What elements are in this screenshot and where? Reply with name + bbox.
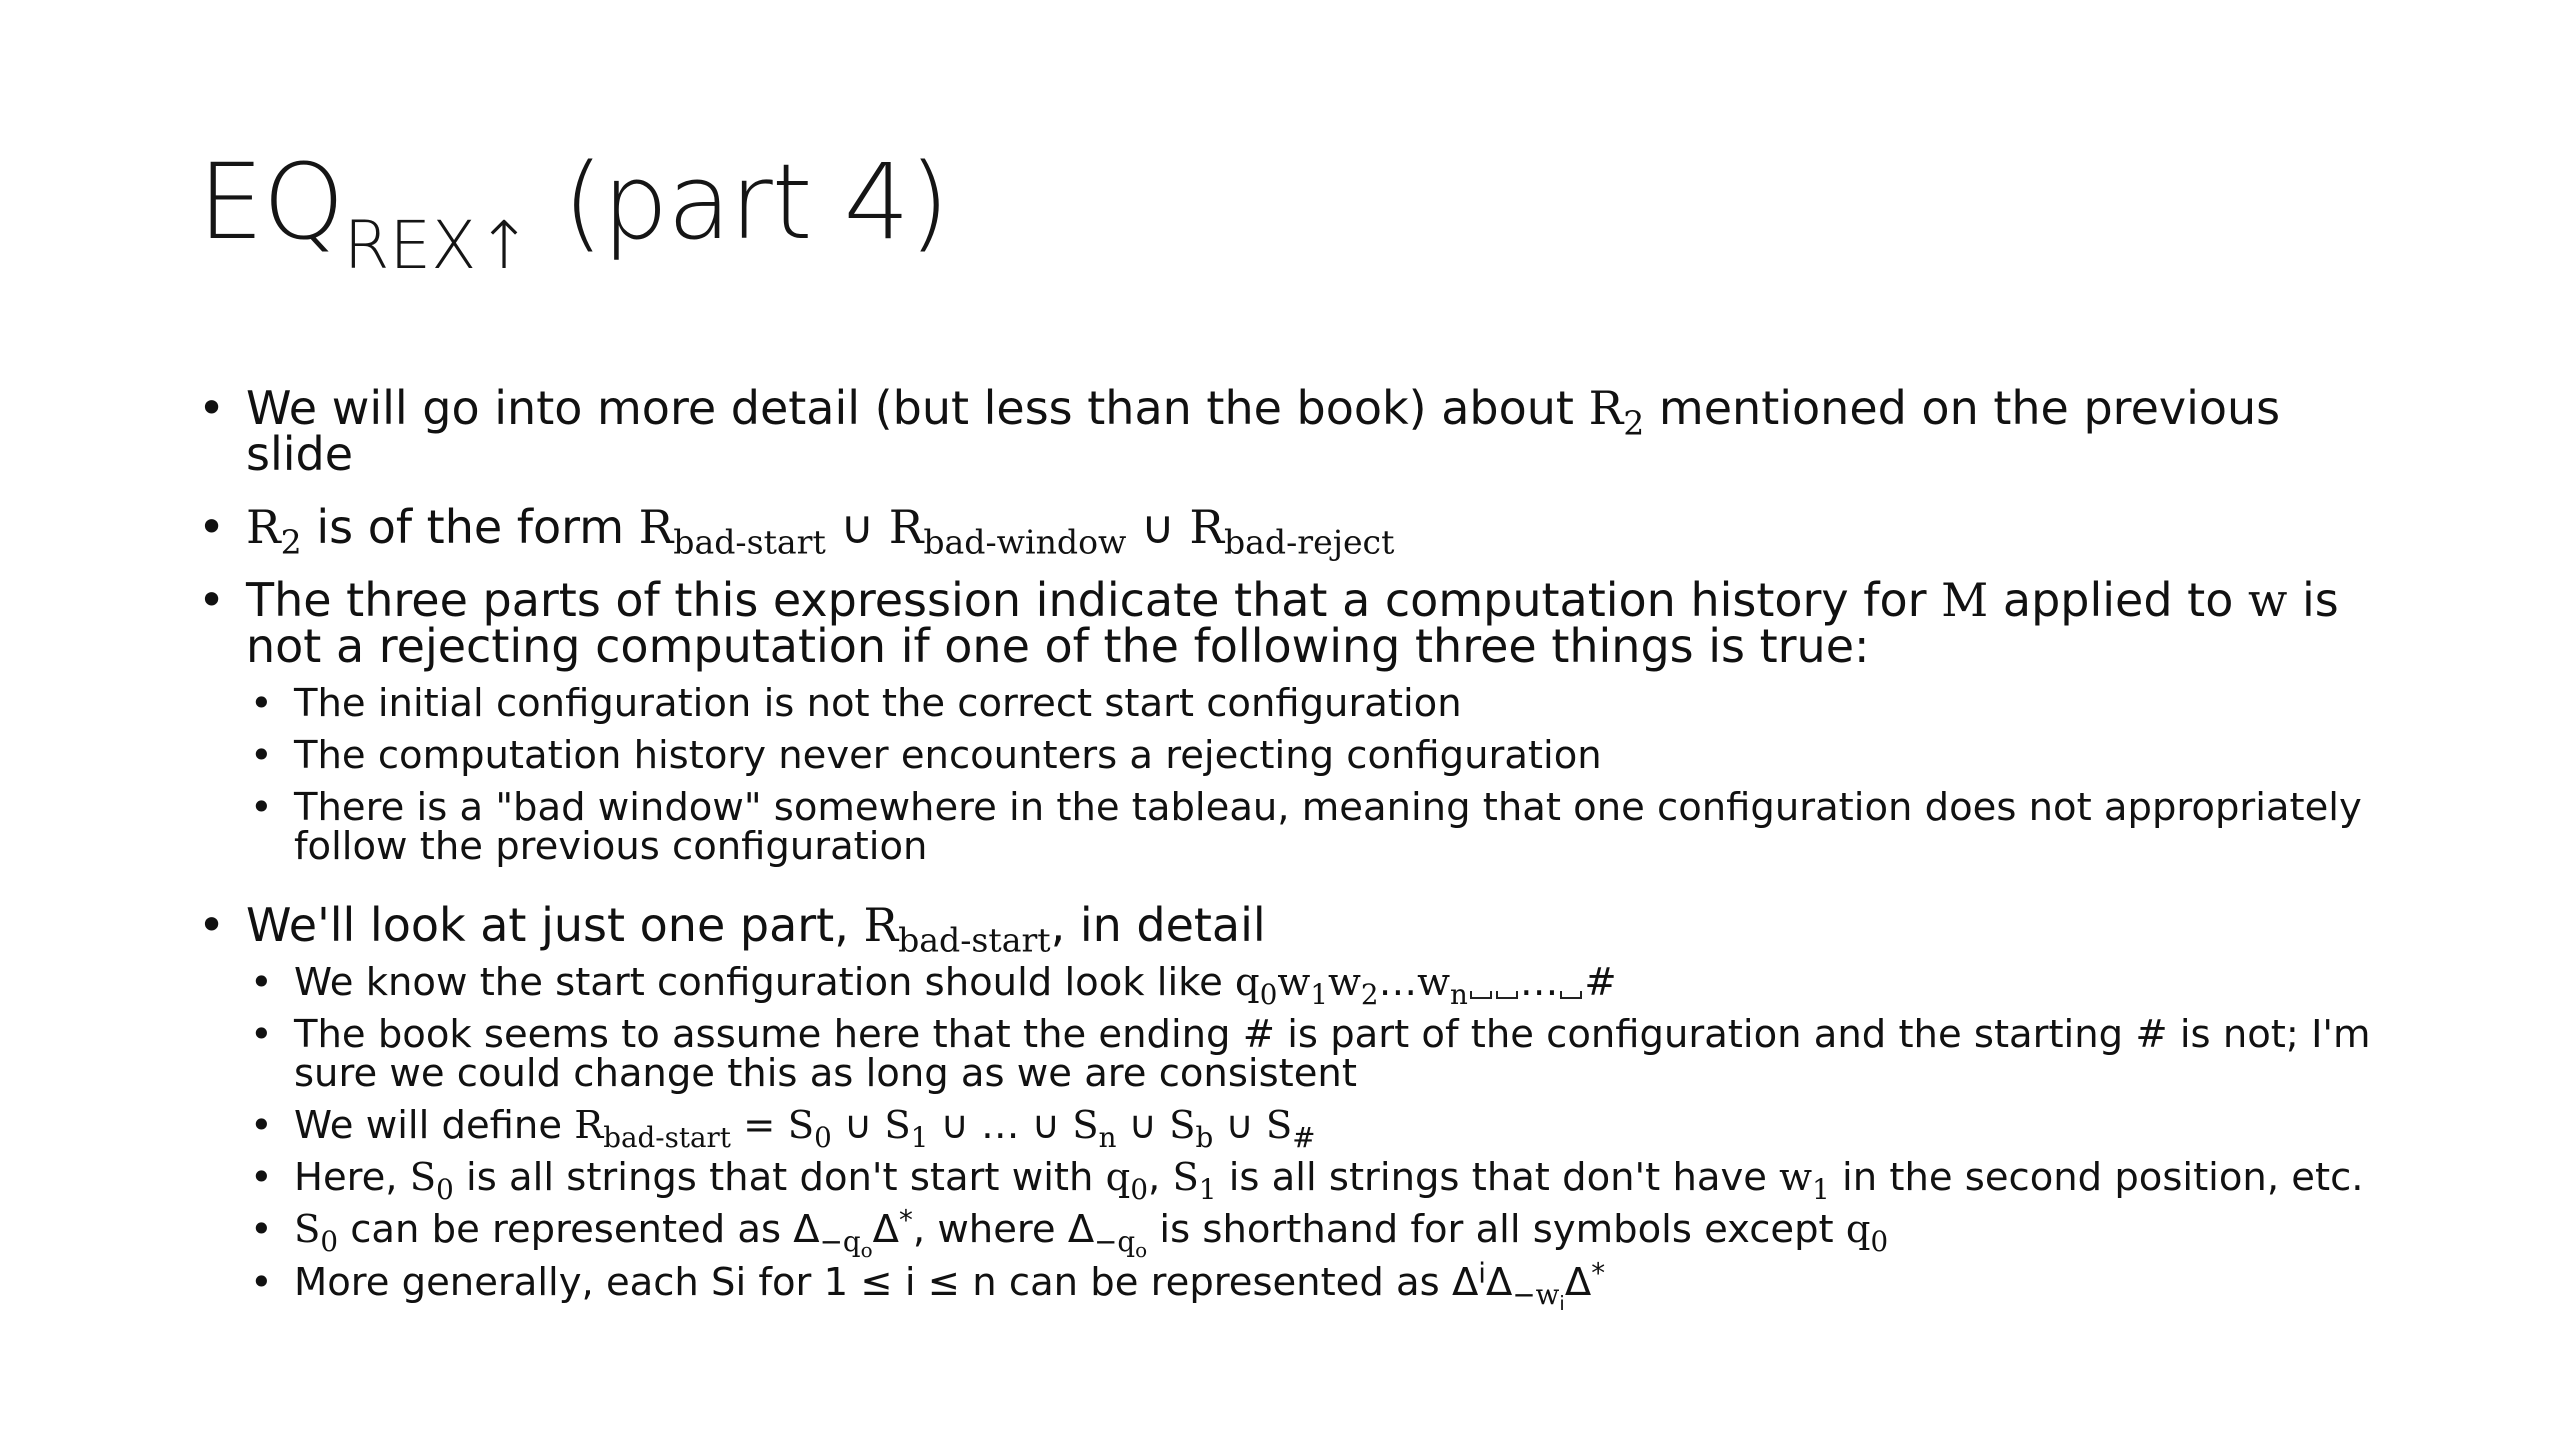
slide-title [198, 141, 949, 284]
bullet-4-sub-3: • We will define $R_{bad-start} = S_0$ ∪ $S_1$ ∪ … ∪ $S_n$ ∪ $S_b$ ∪ $S_{\#}$ [198, 1106, 2398, 1145]
bullet-4: • We'll look at just one part, $R_{bad-start}$, in detail [198, 902, 2398, 948]
bullet-2: • $R_2$ is of the form $R_{bad-start}$ ∪ $R_{bad-window}$ ∪ $R_{bad-reject}$ [198, 504, 2398, 550]
bullet-4-sub-2: • The book seems to assume here that the ending # is part of the configuration and the starting # is not; I'm sure we could change this as long as we are consistent [198, 1015, 2398, 1093]
bullet-3-sub-1: • The initial configuration is not the correct start configuration [198, 684, 2398, 723]
bullet-3: • The three parts of this expression indicate that a computation history for M applied to w is not a rejecting computation if one of the following three things is true: [198, 577, 2398, 669]
bullet-3-sub-2: • The computation history never encounters a rejecting configuration [198, 736, 2398, 775]
bullet-4-sub-6: • More generally, each Si for 1 ≤ i ≤ n can be represented as $\Delta^i\Delta_{-w_i}\Delta^*$ [198, 1263, 2398, 1303]
bullet-3-subitems [198, 681, 2398, 869]
bullet-list [198, 381, 2398, 1316]
title-rest: (part 4) [530, 141, 949, 263]
title-subscript: REX [343, 207, 477, 284]
bullet-4-sub-4: • Here, $S_0$ is all strings that don't start with $q_0$, $S_1$ is all strings that don't have $w_1$ in the second position, etc. [198, 1158, 2398, 1197]
title-main: EQ [198, 141, 344, 263]
bullet-1: • We will go into more detail (but less than the book) about $R_2$ mentioned on the previous slide [198, 385, 2398, 477]
blank-symbol-icon [1560, 991, 1582, 999]
up-arrow-icon: ↑ [476, 207, 531, 284]
bullet-4-subitems [198, 960, 2398, 1315]
blank-symbol-icon [1496, 991, 1518, 999]
bullet-3-sub-3: • There is a "bad window" somewhere in the tableau, meaning that one configuration does not appropriately follow the previous configuration [198, 788, 2398, 866]
blank-symbol-icon [1470, 991, 1492, 999]
bullet-4-sub-1: • We know the start configuration should look like $q_0w_1w_2\dots w_n$ … # [198, 963, 2398, 1002]
bullet-4-sub-5: • $S_0$ can be represented as $\Delta_{-q_o}\Delta^*$, where $\Delta_{-q_o}$ is shorthand for all symbols except $q_0$ [198, 1210, 2398, 1250]
